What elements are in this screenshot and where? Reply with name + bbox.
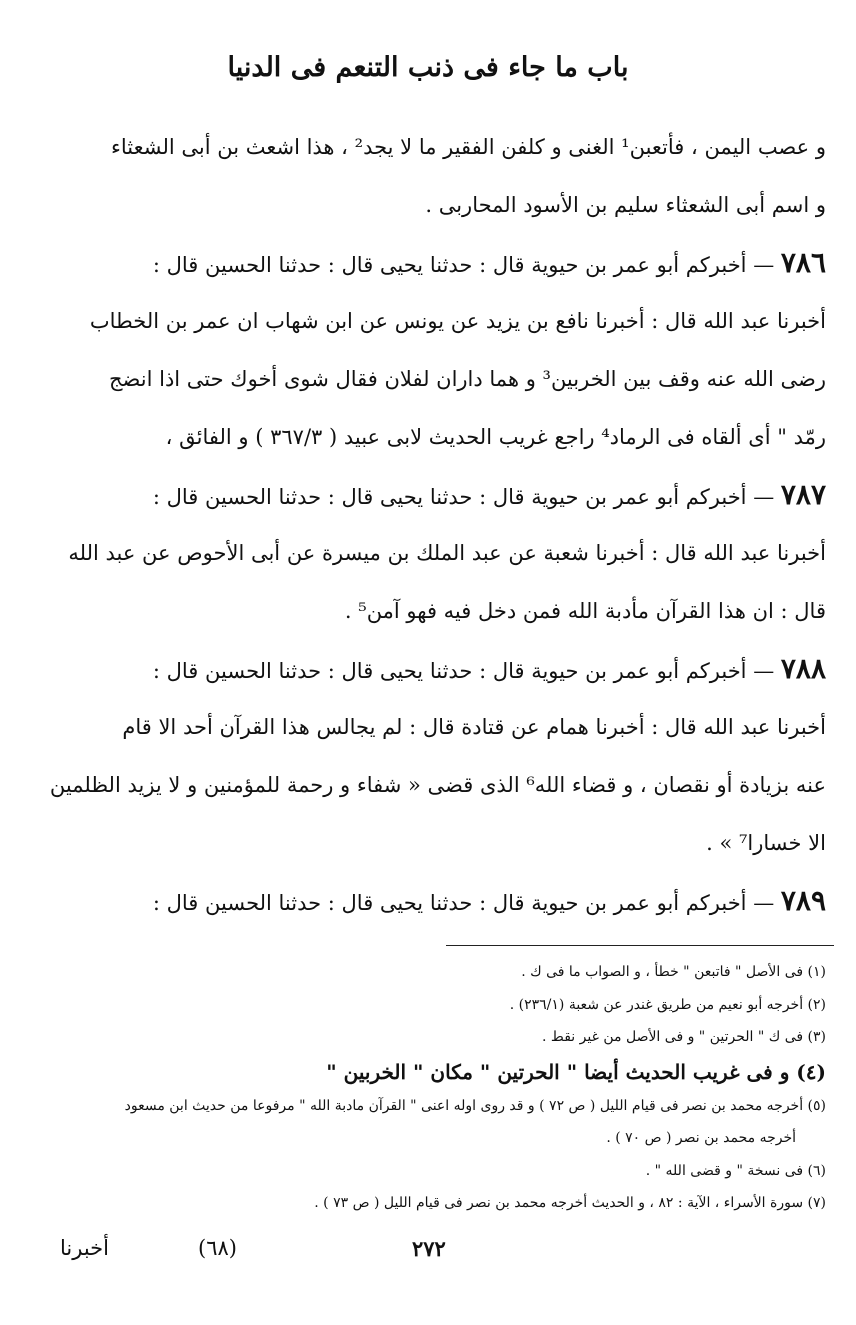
text-line: و اسم أبى الشعثاء سليم بن الأسود المحاربى . xyxy=(425,193,826,217)
footnote: (٥) أخرجه محمد بن نصر فى قيام الليل ( ص ٧٢ ) و قد روى اوله اعنى " القرآن مادبة الله " مرفوعا من حديث ابن مسعود xyxy=(124,1097,826,1114)
text-line: أخبرنا عبد الله قال : أخبرنا نافع بن يزيد عن يونس عن ابن شهاب ان عمر بن الخطاب xyxy=(89,309,826,333)
text-line: رضى الله عنه وقف بين الخربين³ و هما داران لفلان فقال شوى أخوك حتى اذا انضج xyxy=(108,367,826,391)
hadith-number: ٧٨٦ xyxy=(780,246,826,279)
hadith-heading: ٧٨٨ — أخبركم أبو عمر بن حيوية قال : حدثنا يحيى قال : حدثنا الحسين قال : xyxy=(152,652,826,685)
hadith-heading: ٧٨٦ — أخبركم أبو عمر بن حيوية قال : حدثنا يحيى قال : حدثنا الحسين قال : xyxy=(152,246,826,279)
page-title: باب ما جاء فى ذنب التنعم فى الدنيا xyxy=(227,52,629,83)
hadith-number: ٧٨٩ xyxy=(780,884,826,917)
text-line: الا خسارا⁷ » . xyxy=(706,831,826,855)
catchword: أخبرنا xyxy=(60,1236,109,1260)
page-number: ٢٧٢ xyxy=(412,1236,446,1261)
text-line: رمّد " أى ألقاه فى الرماد⁴ راجع غريب الحديث لابى عبيد ( ٣٦٧/٣ ) و الفائق ، xyxy=(165,425,826,449)
text-line: قال : ان هذا القرآن مأدبة الله فمن دخل فيه فهو آمن⁵ . xyxy=(344,599,826,623)
footnote: (٤) و فى غريب الحديث أيضا " الحرتين " مكان " الخربين " xyxy=(326,1059,826,1084)
hadith-isnad: أخبركم أبو عمر بن حيوية قال : حدثنا يحيى قال : حدثنا الحسين قال : xyxy=(152,253,747,277)
main-text xyxy=(48,118,826,930)
text-line: أخبرنا عبد الله قال : أخبرنا شعبة عن عبد الملك بن ميسرة عن أبى الأحوص عن عبد الله xyxy=(68,541,826,565)
footnote-divider xyxy=(446,945,834,946)
hadith-number: ٧٨٨ xyxy=(780,652,826,685)
hadith-number: ٧٨٧ xyxy=(780,478,826,511)
hadith-isnad: أخبركم أبو عمر بن حيوية قال : حدثنا يحيى قال : حدثنا الحسين قال : xyxy=(152,485,747,509)
footnote: (١) فى الأصل " فاتبعن " خطأ ، و الصواب ما فى ك . xyxy=(521,964,826,980)
text-line: أخبرنا عبد الله قال : أخبرنا همام عن قتادة قال : لم يجالس هذا القرآن أحد الا قام xyxy=(122,715,826,739)
footnote: (٦) فى نسخة " و قضى الله " . xyxy=(645,1162,826,1179)
hadith-isnad: أخبركم أبو عمر بن حيوية قال : حدثنا يحيى قال : حدثنا الحسين قال : xyxy=(152,659,747,683)
footnote: (٧) سورة الأسراء ، الآية : ٨٢ ، و الحديث أخرجه محمد بن نصر فى قيام الليل ( ص ٧٣ ) . xyxy=(314,1195,826,1211)
text-line: و عصب اليمن ، فأتعبن¹ الغنى و كلفن الفقير ما لا يجد² ، هذا اشعث بن أبى الشعثاء xyxy=(110,135,826,159)
page-footer xyxy=(0,1236,856,1276)
sheet-number: (٦٨) xyxy=(198,1236,237,1260)
footnote: (٣) فى ك " الحرتين " و فى الأصل من غير نقط . xyxy=(542,1029,826,1045)
hadith-isnad: أخبركم أبو عمر بن حيوية قال : حدثنا يحيى قال : حدثنا الحسين قال : xyxy=(152,891,747,915)
footnote: أخرجه محمد بن نصر ( ص ٧٠ ) . xyxy=(606,1130,796,1146)
footnotes xyxy=(40,956,826,1220)
hadith-heading: ٧٨٩ — أخبركم أبو عمر بن حيوية قال : حدثنا يحيى قال : حدثنا الحسين قال : xyxy=(152,884,826,917)
footnote: (٢) أخرجه أبو نعيم من طريق غندر عن شعبة (٢٣٦/١) . xyxy=(509,996,826,1013)
hadith-heading: ٧٨٧ — أخبركم أبو عمر بن حيوية قال : حدثنا يحيى قال : حدثنا الحسين قال : xyxy=(152,478,826,511)
text-line: عنه بزيادة أو نقصان ، و قضاء الله⁶ الذى قضى « شفاء و رحمة للمؤمنين و لا يزيد الظلمين xyxy=(49,773,826,797)
